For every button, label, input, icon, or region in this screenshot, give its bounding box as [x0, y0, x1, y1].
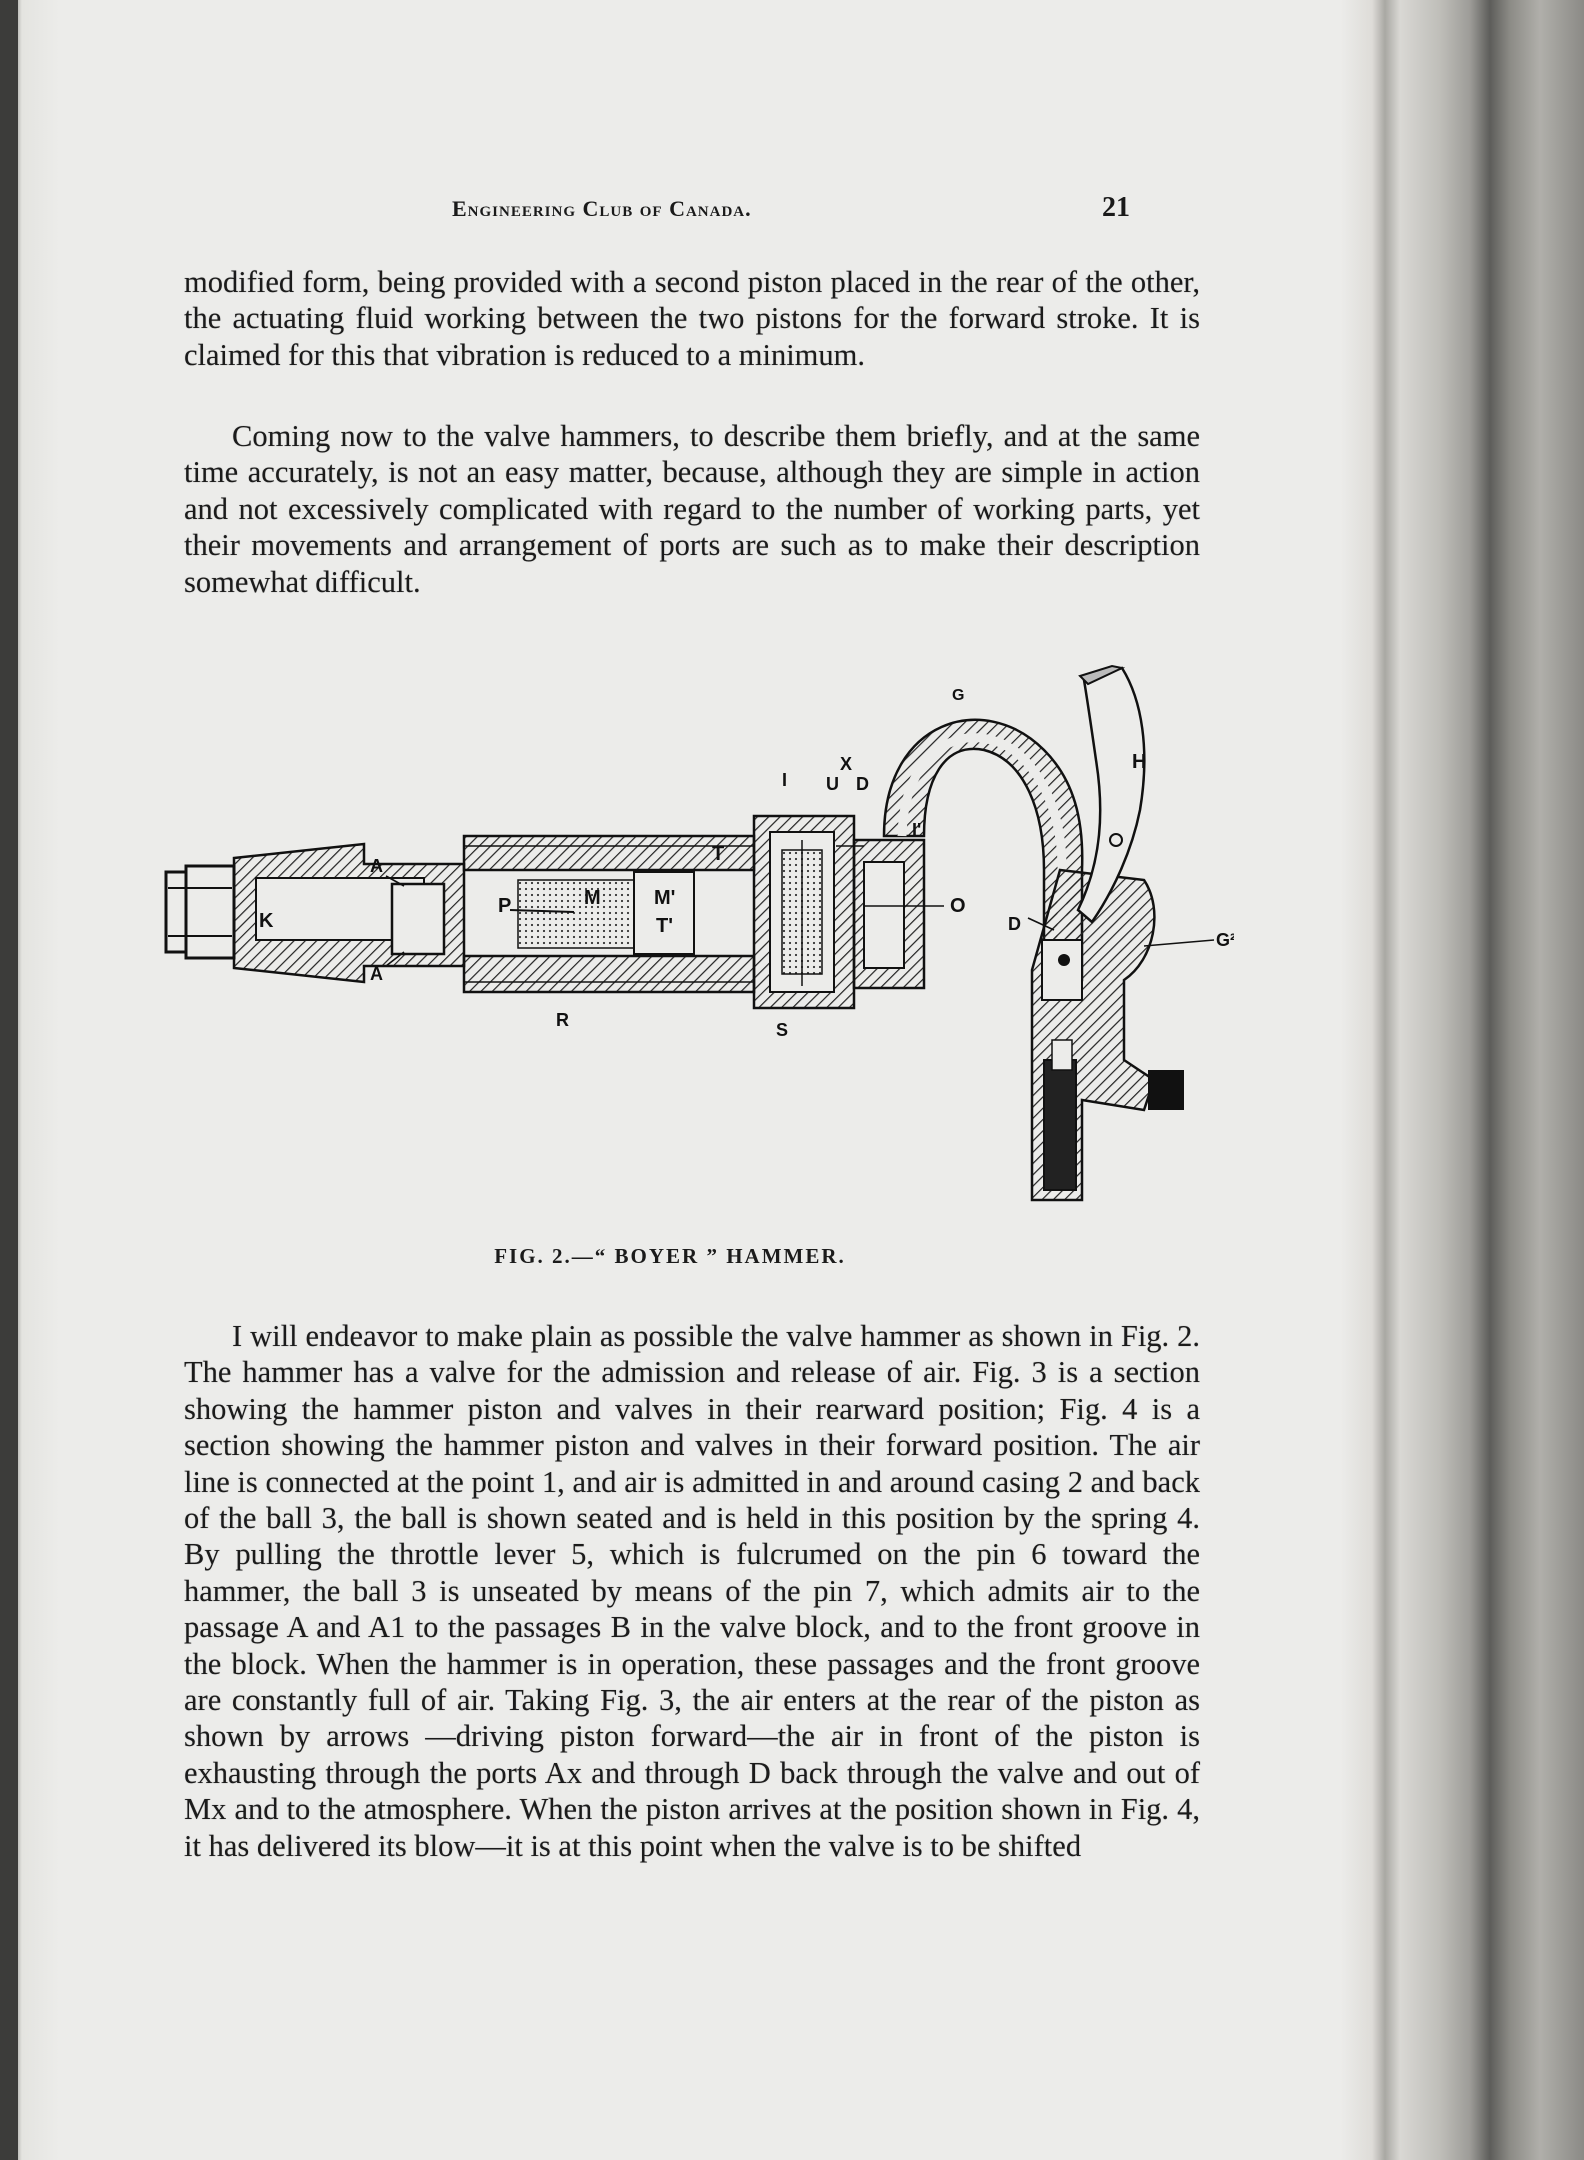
figure-caption-text: FIG. 2.—“ BOYER ” HAMMER.: [494, 1244, 846, 1268]
paragraph-3: I will endeavor to make plain as possible the valve hammer as shown in Fig. 2. The hammer has a valve for the admission and release of air. Fig. 3 is a section showing the hammer piston and valves in their rearward position; Fig. 4 is a section showing the hammer piston and valves in their forward position. The air line is connected at the point 1, and air is admitted in and around casing 2 and back of the ball 3, the ball is shown seated and is held in this position by the spring 4. By pulling the throttle lever 5, which is fulcrumed on the pin 6 toward the hammer, the ball 3 is unseated by means of the pin 7, which admits air to the passage A and A1 to the passages B in the valve block, and to the front groove in the block. When the hammer is in operation, these passages and the front groove are constantly full of air. Taking Fig. 3, the air enters at the rear of the piston as shown by arrows —driving piston forward—the air in front of the piston is exhausting through the ports Ax and through D back through the valve and out of Mx and to the atmosphere. When the piston arrives at the position shown in Fig. 4, it has delivered its blow—it is at this point when the valve is to be shifted: [184, 1319, 1200, 1863]
page-number: 21: [1102, 192, 1130, 223]
label-D-side: D: [1008, 914, 1021, 934]
binding-shadow: [0, 0, 18, 2160]
label-M-prime: M': [654, 887, 676, 909]
figure-caption: [24, 1244, 1376, 1269]
label-R: R: [556, 1010, 569, 1030]
running-head: [24, 192, 1376, 226]
paragraph-1: modified form, being provided with a second piston placed in the rear of the other, the actuating fluid working between the two pistons for the forward stroke. It is claimed for this that vibration is reduced to a minimum.: [184, 265, 1200, 372]
label-G: G: [952, 687, 965, 704]
valve-block: [754, 816, 924, 1008]
label-A-bottom: A: [370, 964, 383, 984]
label-T-prime: T': [656, 915, 673, 937]
label-I: I: [782, 770, 788, 790]
label-X: X: [840, 754, 853, 774]
boyer-hammer-figure: [164, 640, 1234, 1210]
label-O: O: [950, 895, 966, 917]
label-A-top: A: [370, 856, 383, 876]
label-H: H: [1132, 751, 1147, 773]
label-U: U: [826, 774, 839, 794]
label-P: P: [498, 895, 512, 917]
label-I-prime: I': [912, 820, 922, 840]
label-M: M: [584, 887, 601, 909]
running-title: Engineering Club of Canada.: [452, 196, 752, 221]
label-K: K: [259, 910, 274, 932]
tool-shank: [166, 866, 234, 958]
book-page: [24, 0, 1376, 2160]
label-T: T: [712, 843, 725, 865]
label-G2: G²: [1216, 930, 1234, 950]
paragraph-2: Coming now to the valve hammers, to describe them briefly, and at the same time accurately, is not an easy matter, because, although they are simple in action and not excessively complicated with regard to the number of working parts, yet their movements and arrangement of ports are such as to make their description somewhat difficult.: [184, 419, 1200, 599]
label-D-top: D: [856, 774, 869, 794]
label-S: S: [776, 1020, 789, 1040]
boyer-hammer-drawing: [164, 640, 1234, 1210]
